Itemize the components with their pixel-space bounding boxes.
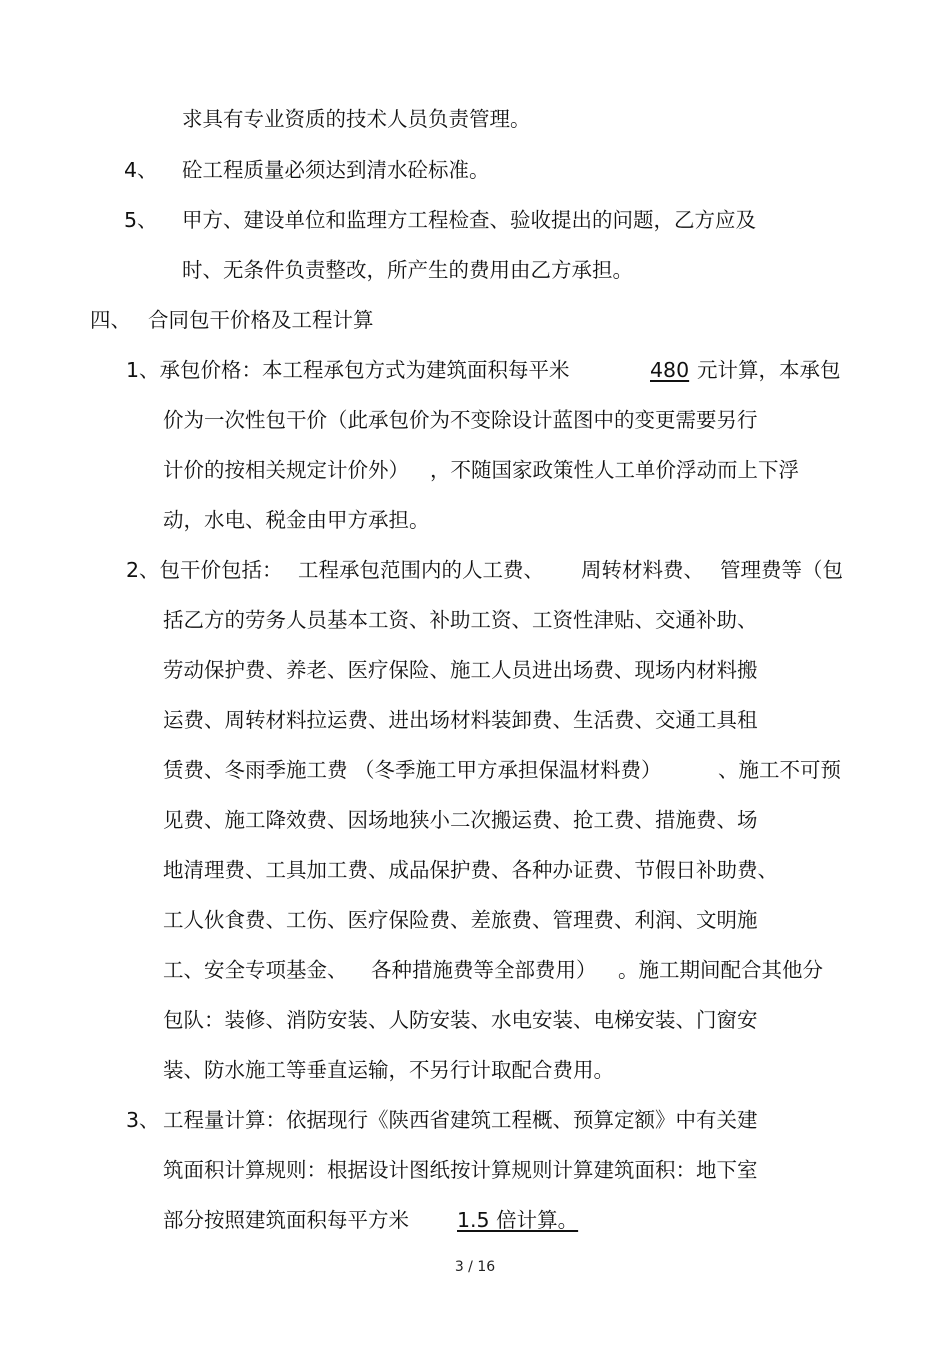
section-number: 四、 — [90, 308, 131, 332]
text-line: 劳动保护费、养老、医疗保险、施工人员进出场费、现场内材料搬 — [163, 658, 758, 682]
text-line: 。施工期间配合其他分 — [618, 958, 823, 982]
text-line: 1、承包价格：本工程承包方式为建筑面积每平米 — [126, 358, 570, 382]
list-number: 4、 — [124, 158, 158, 182]
page-number: 3 / 16 — [454, 1259, 496, 1275]
text-line: 求具有专业资质的技术人员负责管理。 — [182, 107, 531, 131]
text-line: 管理费等（包 — [720, 558, 843, 582]
multiplier-value: 1.5 倍计算。 — [457, 1208, 579, 1232]
text-line: ，不随国家政策性人工单价浮动而上下浮 — [430, 458, 799, 482]
price-value: 480 — [650, 358, 690, 382]
text-line: 工程承包范围内的人工费、 — [298, 558, 544, 582]
list-number: 5、 — [124, 208, 158, 232]
text-line: 甲方、建设单位和监理方工程检查、验收提出的问题，乙方应及 — [182, 208, 756, 232]
text-line: 运费、周转材料拉运费、进出场材料装卸费、生活费、交通工具租 — [163, 708, 758, 732]
text-line: 部分按照建筑面积每平方米 — [163, 1208, 409, 1232]
text-line: 时、无条件负责整改，所产生的费用由乙方承担。 — [182, 258, 633, 282]
text-line: 工、安全专项基金、 — [163, 958, 348, 982]
text-line: 动，水电、税金由甲方承担。 — [163, 508, 430, 532]
text-line: 2、包干价包括： — [126, 558, 283, 582]
text-line: 见费、施工降效费、因场地狭小二次搬运费、抢工费、措施费、场 — [163, 808, 758, 832]
list-number: 3、 — [126, 1108, 160, 1132]
text-line: （冬季施工甲方承担保温材料费） — [354, 758, 662, 782]
text-line: 赁费、冬雨季施工费 — [163, 758, 348, 782]
text-line: 装、防水施工等垂直运输，不另行计取配合费用。 — [163, 1058, 614, 1082]
text-line: 工人伙食费、工伤、医疗保险费、差旅费、管理费、利润、文明施 — [163, 908, 758, 932]
text-line: 各种措施费等全部费用） — [371, 958, 597, 982]
text-line: 工程量计算：依据现行《陕西省建筑工程概、预算定额》中有关建 — [163, 1108, 758, 1132]
text-line: 元计算，本承包 — [697, 358, 841, 382]
text-line: 计价的按相关规定计价外） — [163, 458, 409, 482]
section-heading: 合同包干价格及工程计算 — [148, 308, 374, 332]
text-line: 周转材料费、 — [581, 558, 704, 582]
text-line: 括乙方的劳务人员基本工资、补助工资、工资性津贴、交通补助、 — [163, 608, 758, 632]
text-line: 地清理费、工具加工费、成品保护费、各种办证费、节假日补助费、 — [163, 858, 778, 882]
text-line: 价为一次性包干价（此承包价为不变除设计蓝图中的变更需要另行 — [163, 408, 758, 432]
text-line: 、施工不可预 — [718, 758, 841, 782]
text-line: 包队：装修、消防安装、人防安装、水电安装、电梯安装、门窗安 — [163, 1008, 758, 1032]
text-line: 砼工程质量必须达到清水砼标准。 — [182, 158, 490, 182]
text-line: 筑面积计算规则：根据设计图纸按计算规则计算建筑面积：地下室 — [163, 1158, 758, 1182]
